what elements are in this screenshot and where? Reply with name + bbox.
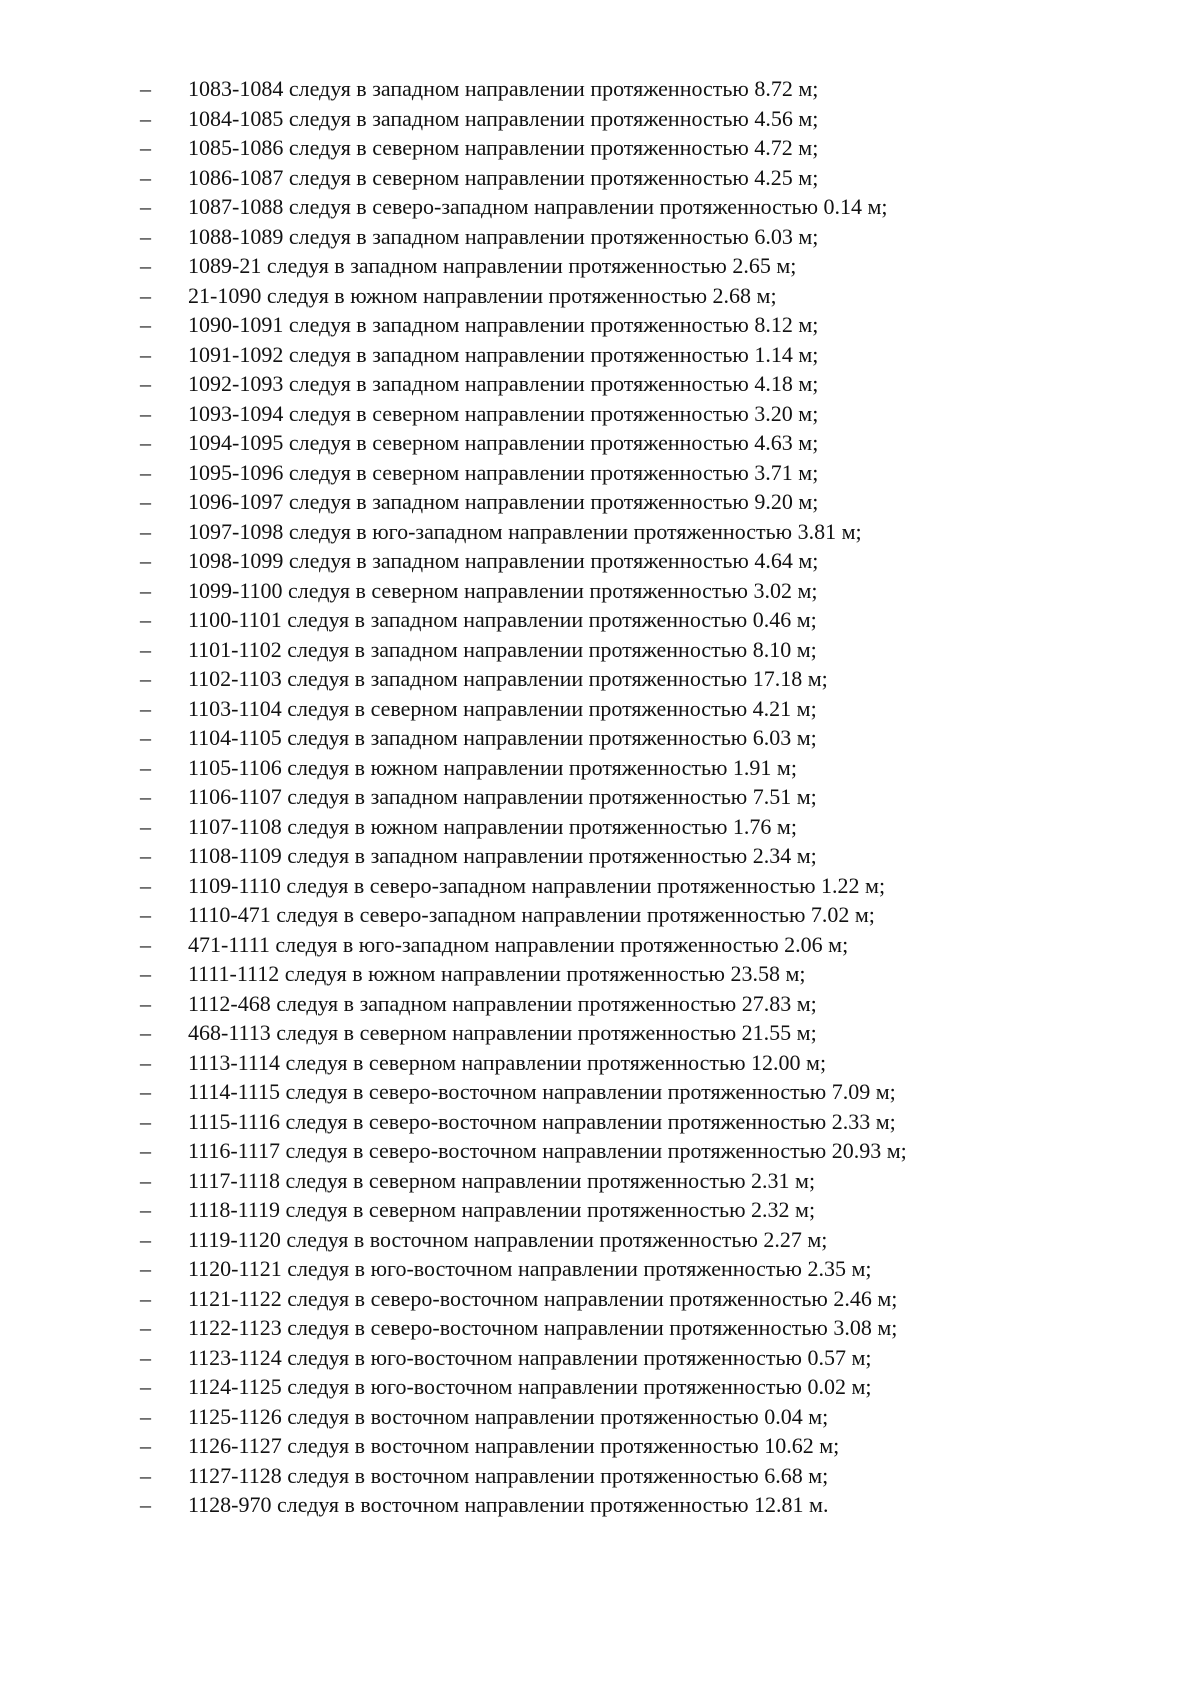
segment-description: 1094-1095 следуя в северном направлении протяженностью 4.63 м; xyxy=(188,430,819,455)
list-item xyxy=(140,165,907,195)
segment-description: 1088-1089 следуя в западном направлении протяженностью 6.03 м; xyxy=(188,223,819,249)
list-bullet: – xyxy=(140,430,151,455)
list-item xyxy=(140,519,907,549)
list-item xyxy=(140,961,907,991)
list-bullet: – xyxy=(140,1167,151,1193)
list-bullet: – xyxy=(140,253,151,278)
list-bullet: – xyxy=(140,1197,151,1222)
segment-description: 1123-1124 следуя в юго-восточном направлении протяженностью 0.57 м; xyxy=(188,1344,872,1370)
list-bullet: – xyxy=(140,135,151,160)
list-bullet: – xyxy=(140,312,151,337)
list-item xyxy=(140,1374,907,1404)
list-item xyxy=(140,1109,907,1139)
segment-description: 1092-1093 следуя в западном направлении протяженностью 4.18 м; xyxy=(188,371,819,396)
segment-description: 1121-1122 следуя в северо-восточном направлении протяженностью 2.46 м; xyxy=(188,1285,898,1311)
segment-description: 1097-1098 следуя в юго-западном направлении протяженностью 3.81 м; xyxy=(188,518,862,544)
list-bullet: – xyxy=(140,754,151,780)
list-item xyxy=(140,784,907,814)
segment-description: 1109-1110 следуя в северо-западном направлении протяженностью 1.22 м; xyxy=(188,872,886,898)
segment-description: 1084-1085 следуя в западном направлении протяженностью 4.56 м; xyxy=(188,105,819,131)
list-bullet: – xyxy=(140,548,151,573)
list-bullet: – xyxy=(140,282,151,308)
segment-description: 1119-1120 следуя в восточном направлении протяженностью 2.27 м; xyxy=(188,1226,828,1252)
segment-description: 1114-1115 следуя в северо-восточном направлении протяженностью 7.09 м; xyxy=(188,1079,896,1104)
segment-description: 1101-1102 следуя в западном направлении протяженностью 8.10 м; xyxy=(188,636,817,662)
list-bullet: – xyxy=(140,843,151,868)
segment-description: 471-1111 следуя в юго-западном направлении протяженностью 2.06 м; xyxy=(188,931,849,957)
list-item xyxy=(140,1227,907,1257)
list-bullet: – xyxy=(140,1433,151,1458)
list-item xyxy=(140,696,907,726)
segment-description: 1090-1091 следуя в западном направлении протяженностью 8.12 м; xyxy=(188,312,819,337)
list-bullet: – xyxy=(140,961,151,986)
list-item xyxy=(140,312,907,342)
list-item xyxy=(140,1256,907,1286)
list-bullet: – xyxy=(140,518,151,544)
list-bullet: – xyxy=(140,1403,151,1429)
segment-description: 1085-1086 следуя в северном направлении протяженностью 4.72 м; xyxy=(188,135,819,160)
segment-description: 1083-1084 следуя в западном направлении протяженностью 8.72 м; xyxy=(188,76,819,101)
list-bullet: – xyxy=(140,1256,151,1281)
list-bullet: – xyxy=(140,636,151,662)
list-item xyxy=(140,342,907,372)
list-item xyxy=(140,194,907,224)
list-bullet: – xyxy=(140,931,151,957)
segment-description: 1107-1108 следуя в южном направлении протяженностью 1.76 м; xyxy=(188,813,797,839)
list-item xyxy=(140,1197,907,1227)
segment-description: 1091-1092 следуя в западном направлении протяженностью 1.14 м; xyxy=(188,341,819,367)
segment-description: 1100-1101 следуя в западном направлении протяженностью 0.46 м; xyxy=(188,607,817,632)
segment-description: 1087-1088 следуя в северо-западном направлении протяженностью 0.14 м; xyxy=(188,194,888,219)
segment-description: 1127-1128 следуя в восточном направлении протяженностью 6.68 м; xyxy=(188,1462,829,1488)
list-bullet: – xyxy=(140,1492,151,1517)
list-bullet: – xyxy=(140,1462,151,1488)
list-bullet: – xyxy=(140,902,151,927)
segment-description: 1095-1096 следуя в северном направлении протяженностью 3.71 м; xyxy=(188,459,819,485)
list-bullet: – xyxy=(140,813,151,839)
segment-description: 1108-1109 следуя в западном направлении протяженностью 2.34 м; xyxy=(188,843,817,868)
segment-description: 1120-1121 следуя в юго-восточном направлении протяженностью 2.35 м; xyxy=(188,1256,872,1281)
list-bullet: – xyxy=(140,489,151,514)
segment-description: 1086-1087 следуя в северном направлении протяженностью 4.25 м; xyxy=(188,164,819,190)
list-item xyxy=(140,578,907,608)
list-bullet: – xyxy=(140,459,151,485)
list-item xyxy=(140,902,907,932)
list-bullet: – xyxy=(140,164,151,190)
segment-description: 1099-1100 следуя в северном направлении протяженностью 3.02 м; xyxy=(188,577,818,603)
list-item xyxy=(140,932,907,962)
list-bullet: – xyxy=(140,577,151,603)
list-bullet: – xyxy=(140,725,151,750)
list-item xyxy=(140,253,907,283)
list-item xyxy=(140,401,907,431)
segment-description: 1125-1126 следуя в восточном направлении протяженностью 0.04 м; xyxy=(188,1403,829,1429)
list-item xyxy=(140,1492,907,1522)
list-bullet: – xyxy=(140,223,151,249)
list-item xyxy=(140,607,907,637)
segment-description: 1098-1099 следуя в западном направлении протяженностью 4.64 м; xyxy=(188,548,819,573)
list-bullet: – xyxy=(140,194,151,219)
list-item xyxy=(140,1463,907,1493)
list-bullet: – xyxy=(140,1344,151,1370)
segment-description: 1112-468 следуя в западном направлении протяженностью 27.83 м; xyxy=(188,990,817,1016)
segment-description: 1093-1094 следуя в северном направлении протяженностью 3.20 м; xyxy=(188,400,819,426)
list-item xyxy=(140,666,907,696)
list-bullet: – xyxy=(140,1138,151,1163)
segment-description: 1126-1127 следуя в восточном направлении протяженностью 10.62 м; xyxy=(188,1433,840,1458)
segment-description: 1128-970 следуя в восточном направлении протяженностью 12.81 м. xyxy=(188,1492,829,1517)
list-item xyxy=(140,637,907,667)
list-item xyxy=(140,725,907,755)
list-item xyxy=(140,283,907,313)
list-item xyxy=(140,460,907,490)
segment-description: 1111-1112 следуя в южном направлении протяженностью 23.58 м; xyxy=(188,961,806,986)
list-bullet: – xyxy=(140,1315,151,1340)
list-item xyxy=(140,1315,907,1345)
list-bullet: – xyxy=(140,872,151,898)
list-item xyxy=(140,224,907,254)
boundary-segment-list xyxy=(140,76,907,1522)
list-item xyxy=(140,814,907,844)
list-bullet: – xyxy=(140,105,151,131)
list-bullet: – xyxy=(140,400,151,426)
list-bullet: – xyxy=(140,1049,151,1075)
list-item xyxy=(140,135,907,165)
list-bullet: – xyxy=(140,341,151,367)
segment-description: 1106-1107 следуя в западном направлении протяженностью 7.51 м; xyxy=(188,784,817,809)
list-item xyxy=(140,1168,907,1198)
list-bullet: – xyxy=(140,1226,151,1252)
list-item xyxy=(140,991,907,1021)
segment-description: 1110-471 следуя в северо-западном направлении протяженностью 7.02 м; xyxy=(188,902,875,927)
list-bullet: – xyxy=(140,784,151,809)
segment-description: 1118-1119 следуя в северном направлении протяженностью 2.32 м; xyxy=(188,1197,816,1222)
list-item xyxy=(140,1079,907,1109)
segment-description: 1124-1125 следуя в юго-восточном направлении протяженностью 0.02 м; xyxy=(188,1374,872,1399)
segment-description: 1102-1103 следуя в западном направлении протяженностью 17.18 м; xyxy=(188,666,828,691)
list-item xyxy=(140,873,907,903)
list-bullet: – xyxy=(140,1285,151,1311)
list-item xyxy=(140,1020,907,1050)
segment-description: 1122-1123 следуя в северо-восточном направлении протяженностью 3.08 м; xyxy=(188,1315,898,1340)
segment-description: 1103-1104 следуя в северном направлении протяженностью 4.21 м; xyxy=(188,695,817,721)
list-item xyxy=(140,371,907,401)
list-bullet: – xyxy=(140,695,151,721)
segment-description: 1104-1105 следуя в западном направлении протяженностью 6.03 м; xyxy=(188,725,817,750)
segment-description: 1113-1114 следуя в северном направлении протяженностью 12.00 м; xyxy=(188,1049,827,1075)
list-bullet: – xyxy=(140,76,151,101)
segment-description: 1115-1116 следуя в северо-восточном направлении протяженностью 2.33 м; xyxy=(188,1108,896,1134)
list-item xyxy=(140,76,907,106)
segment-description: 1117-1118 следуя в северном направлении протяженностью 2.31 м; xyxy=(188,1167,816,1193)
list-item xyxy=(140,843,907,873)
segment-description: 21-1090 следуя в южном направлении протяженностью 2.68 м; xyxy=(188,282,777,308)
list-item xyxy=(140,1050,907,1080)
list-bullet: – xyxy=(140,666,151,691)
list-item xyxy=(140,1138,907,1168)
list-item xyxy=(140,548,907,578)
list-bullet: – xyxy=(140,1374,151,1399)
list-bullet: – xyxy=(140,1079,151,1104)
list-item xyxy=(140,430,907,460)
list-bullet: – xyxy=(140,990,151,1016)
list-item xyxy=(140,1345,907,1375)
segment-description: 468-1113 следуя в северном направлении протяженностью 21.55 м; xyxy=(188,1020,817,1045)
list-bullet: – xyxy=(140,371,151,396)
segment-description: 1089-21 следуя в западном направлении протяженностью 2.65 м; xyxy=(188,253,797,278)
list-item xyxy=(140,1404,907,1434)
list-bullet: – xyxy=(140,1020,151,1045)
list-item xyxy=(140,489,907,519)
list-item xyxy=(140,1433,907,1463)
list-item xyxy=(140,106,907,136)
list-bullet: – xyxy=(140,1108,151,1134)
segment-description: 1096-1097 следуя в западном направлении протяженностью 9.20 м; xyxy=(188,489,819,514)
list-item xyxy=(140,755,907,785)
segment-description: 1105-1106 следуя в южном направлении протяженностью 1.91 м; xyxy=(188,754,797,780)
list-item xyxy=(140,1286,907,1316)
segment-description: 1116-1117 следуя в северо-восточном направлении протяженностью 20.93 м; xyxy=(188,1138,907,1163)
list-bullet: – xyxy=(140,607,151,632)
